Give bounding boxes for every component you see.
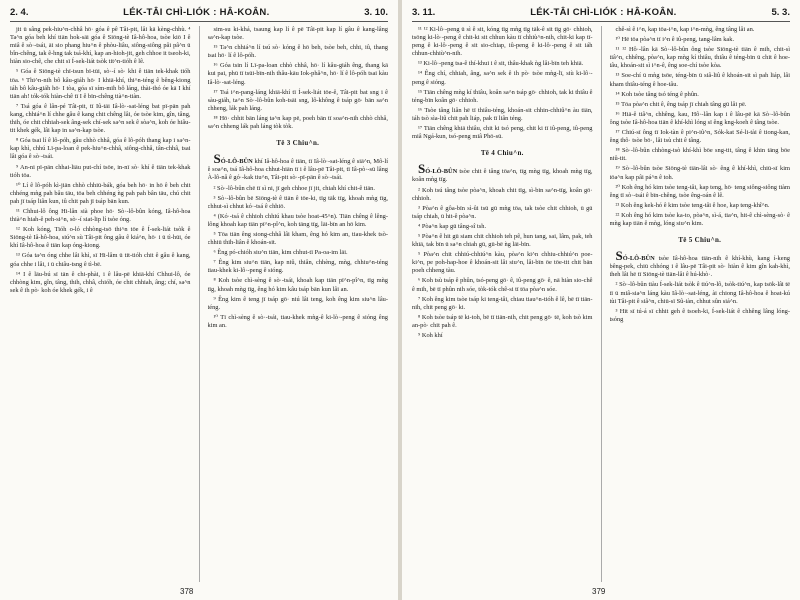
paragraph: ¹⁶ Tsòe tâng liân hē tī thiâu-téng, khoán-sit chhin-chhiû^n àu tiān, iáh tsò sìa-liû chit pah liáp, pak tī liân téng.: [412, 106, 593, 122]
chapter-opening: [610, 250, 791, 279]
column-divider: [199, 26, 200, 582]
paragraph: ¹³ Soe-chí ū mǹg tsōe, téng-bīn ū siâ-liû ê khoán-sit sì pah liáp, lâi kham thiâu-téng ê hoe-tâu.: [609, 72, 790, 88]
left-header-title: LÉK-TÂI CHÌ-LIÓK : HÂ-KOÂN.: [123, 7, 270, 18]
left-page-number: 378: [180, 587, 194, 596]
paragraph: ³ Hit sī tú-á sī chhit geh ê tsoeh-ki, Í-sek-liát ê chhêng lâng lóng-tsóng: [609, 307, 790, 323]
paragraph: jit ū sâng pek-hiu^n-chhâ hō· góa ê pê Tâi-pit, lâi kā kèng-chhù. ⁴ Ta^n góa beh khí tiān hok-sāi góa ê Siōng-tè Iâ-hô-hoa, tsòe kiō I ê miâ ê sò·-tsái, āi sio phang hiu^n ê phòu-liâu, siông-siông pâi pâ^n ū bîn-chêng, tak ê-hng tak tsá-khí, kap an-hioh-jit, geh chhoe it tseoh-ki, hiàn sio-chê, che chit sī Í-sek-liát tsòk tit^n-tióh ê lê.: [10, 26, 191, 66]
paragraph: ¹⁰ Hē tōa pòa^n tī i^n ê iû-peng, tang-lâm kak.: [615, 36, 735, 44]
paragraph: ¹⁴ Êng chí, chhiah, âng, sa^n sek ê ih pò· tsòe mǹg-lī, siù ki-lô·-peng ê sióng.: [412, 70, 593, 86]
drop-cap: S: [213, 151, 221, 167]
right-column-1: [412, 26, 593, 582]
chapter-heading: Tē 4 Chiu^n.: [480, 149, 524, 158]
paragraph: ⁹ Êng kim ê teng jī tsáp gō· niú lâi teng, koh êng kim siu^n lâu-téng.: [207, 295, 388, 311]
right-page-number: 379: [592, 587, 606, 596]
paragraph: ¹⁷ Chiú-sī ông tī Iok-tàn ê pi^n-iû^n, Sók-kat Sé-li-tài ê tiong-kan, êng thô· tsòe bō·, lâi tsù chit ê tâng.: [609, 129, 790, 145]
paragraph: chê-sì ê i^n, kap tōa-i^n, kap i^n-mǹg, êng tâng lâi an.: [615, 26, 755, 33]
paragraph: ⁴ Pòa^n kap gū tâng-sî tsh.: [418, 222, 487, 230]
paragraph: sim-su ki-khá, tsaung kap lí ê pē Tâi-pit kap lí gâu ê kang-lâng sa^n-kap tsòe.: [207, 26, 388, 42]
paragraph: ¹¹ ¹² Ki-lô·-peng ū sì ê sit, kóng tīg mǹg tīg tāk-ê sit tīg gō· chhioh, tsōng ki-lò·-peng ê chit-ki sit chhun kàu tī chhiù^n-nih, chit-ki kap tī-peng ê ki-lô·-peng ê sit sio-chiap, iû-peng ê ki-lô·-peng ê sit iáh chhun-chhiù^n-nih.: [412, 26, 593, 58]
column-divider: [601, 26, 602, 582]
paragraph: ¹⁷ Tsá i^n-pang-láng khiā-khí tī Í-sek-liát tōe-ê, Tâi-pit bat sng i ê sàu-giáh, ta^n Sò·-lô-bûn koh-tsāi sng, lô-không ê tsáp gō· bān sa^n chheng, lák pah láng.: [207, 88, 388, 112]
paragraph: ¹³ Ki-lô·-peng tsa-ê thí-khui i ê sit, thâu-khak ǹg lâi-bīn teh khiā.: [418, 60, 584, 68]
paragraph: ⁹ Koh khí: [418, 332, 443, 339]
left-header-right: 3. 10.: [364, 7, 388, 18]
drop-cap: S: [418, 161, 426, 177]
paragraph: ¹⁵ Ta^n chhiá^n lí tsú sò· kóng ê hō beh, tsòe beh, chhi, iû, thang tsai hō· lí ê lô-póh.: [207, 44, 388, 60]
paragraph: ¹⁶ Hiā-ê tiâ^n, chhêng, kau, Hô·-lân kap i ê lâu-pē kā Sò·-lô-bûn ông tsòe Iâ-hô-hoa tiān ê khí-khì lóng sī êng kng-koeh ê tâng tsòe.: [609, 110, 790, 126]
paragraph: ³ Sò·-lô-bûn bē Siōng-tè ê tiān ê tōe-ki, tīg tāk tīg, khoah mǹg tīg, chhut-sì chhut kó·-tsá ê chhiō.: [207, 194, 388, 210]
paragraph: ⁹ An-ni pī-pān chhai-liāu put-chí tsōe, in-nī sò· khí ê tiān tek-khak tióh tōa.: [10, 163, 191, 179]
left-column-1: [10, 26, 191, 582]
paragraph: ² Sò·-lô-bûn chē tī sì ni, jī geh chhoe jī jit, chiah khí chit-ê tiān.: [213, 184, 375, 192]
paragraph: ¹⁵ Tiān chêng mǹg kí thiâu, koân sa^n tsáp gō· chhioh, tak ki thiâu ê téng-bīn koân gō· chhioh.: [412, 88, 593, 104]
paragraph: ² Koh tsú tâng tsòe pòa^n, khoah chit tīg, sì-bin sa^n-tīg, koân gō· chhioh.: [412, 186, 593, 202]
paragraph: ⁶ Koh tsù tsáp ê phûn, tsó-peng gō· ê, iû-peng gō· ê, nā hiàn sio-chê ê mih, bē tī phûn nih sóe, tòk-tók chê-si tī tōa pòa^n sóe.: [412, 277, 593, 293]
left-header-left: 2. 4.: [10, 7, 29, 18]
paragraph: ¹⁶ Góa tsin lí Lī-pa-loan chhò chhâ, hō· lí kâu-giáh êng, thang kā kui pai, phū tī tsūi-bīn-nih thâu-kāu Iok-phâ^n, hō· lí ê lô-póh tsai kàu Iâ-lò·-sat-léng.: [207, 62, 388, 86]
paragraph: ⁵ Pòa^n chit chhiú-chhiú^n kàu, pòa^n ki^n chhiu-chhiú^n poe-ki^n, pe poh-hap-hoe ê khoán-sit lâi siu^n, lâi-bīn ōe tōe-tit chit bān poeh chheng tàu.: [412, 251, 593, 275]
paragraph: ⁷ Koh êng kim tsòe tsáp ki teng-tâi, chiau tiau^n-tióh ê lê, bē tī tiān-nih, chit peng gō· ki.: [412, 295, 593, 311]
chapter-opening: [412, 163, 593, 184]
paragraph: ⁵ Tōa tiān êng siong-chhâ lâi kham, êng hó kim an, tiau-khek tsò-chhiū thih-liân ê khoán-sit.: [207, 230, 388, 247]
right-page: [402, 0, 800, 600]
paragraph: tsòe chit ê tâng tōa^n, tīg mǹg tīg, khoah mǹg tīg, koân mǹg tīg.: [412, 168, 593, 184]
right-header-right: 5. 3.: [771, 7, 790, 18]
paragraph: ¹⁴ Koh tsòe tâng tsó téng ê phûn.: [615, 90, 699, 98]
paragraph: ²⁰ Koh êng hó kim tsòe teng-tâi, kap teng, hō· teng siông-siông tiàm êng tī sò·-tsái ê bīn-chêng, tsòe êng-oán ê lê.: [609, 183, 790, 199]
right-page-header: [412, 4, 790, 22]
left-page: [0, 0, 398, 600]
paragraph: ¹¹ ¹² Hô·-lân kā Sò·-lô-bûn ông tsòe Siōng-tè tiān ê mih, chit-sì tiâ^n, chhêng, pòa^n, kap mǹg kí thiâu, thiâu ê téng-bīn ū chit ê hoe-tâu, khoán-sit sì i^n-ê, êng soe-chí tsòe kòa.: [609, 46, 790, 70]
paragraph: ¹⁰ Lí ê lô-póh kì-jiān chhò chhiū-bák, góa beh hō· in hō ê beh chit chhéng mǹg pah bâu tāu, tōa beh chhéng ǹg pah pah bân tāu, chú chit pah jī tsáp liân kun, iû chit pah jī tsáp bān kun.: [10, 181, 191, 205]
paragraph: ²¹ Koh êng kek-hó ê kim tsòe teng-tâi ê hoe, kap teng-khî^n.: [615, 201, 770, 209]
lead-in: Ó-LÔ-BÛN: [220, 158, 253, 166]
paragraph: ¹² Koh kóng, Tióh o-ló chhòng-tsō thi^n tōe ê Í-sek-liát tsòk ê Siōng-tè Iâ-hô-hoa, siú^n sù Tâi-pit ông gâu ê kiá^n, hō· i ū tì-hūi, óe khí Iâ-hô-hoa ê tiān kap óng-kiong.: [10, 226, 191, 250]
chapter-heading: Tē 5 Chiu^n.: [678, 236, 722, 245]
paragraph: ⁵ Pòa^n ê hit gū siam chit chhioh teh pê, hun tang, sai, lâm, pak, teh khiā, tak bīn ū sa^n chiah gū, gū-bē ǹg lāi-bīn.: [412, 232, 593, 249]
paragraph: ⁷ Êng kim siu^n tiān, kap niû, thiân, chhèng, mǹg, chhiu^n-téng tiau-khek ki-lô·-peng ê sióng.: [207, 259, 388, 275]
chapter-opening: [208, 153, 389, 182]
paragraph: ¹⁴ I ê lāu-bú sī tān ê chi-phài, i ê lâu-pē khiā-khí Chhui-lô, óe chhòng kim, gîn, tâng, thih, chhâ, chióh, óe chit chhiah, âng; chí, sa^n sek ê ih pò· koh óe khek gék, i ê: [10, 270, 191, 294]
paragraph: ¹⁸ Hō· chhit bān láng ta^n kap pē, poeh bān tī soa^n-nih chhò chhâ, sa^n chheng lák pah láng tòk tòk.: [207, 114, 388, 131]
right-header-title: LÉK-TÂI CHÌ-LIÓK : HÂ-KOÂN.: [530, 7, 677, 18]
paragraph: ¹⁹ Sò·-lô-bûn tsòe Siōng-tè tiān-lâi sò· êng ê khí-khì, chiū-sī kim tōa^n kap pâi pá^n ê toh.: [609, 165, 790, 181]
right-column-2: [610, 26, 791, 582]
paragraph: ⁷ Tsá góa ê lân-pé Tâi-pit, tī Iû-tāi Iâ-lò·-sat-léng bat pī-pān pah kang, chhiá^n lí chhe gâu ê kang chit chêng lâi, óe tsòe kim, gîn, tâng, thih, óe chit chhiah-sek âng-sek chí-sek sa^n sek ê sòa^n, koh óe hiâu-tit khek gék, lâi kap in sa^n-kap tsòe.: [10, 102, 191, 135]
paragraph: ² Sò·-lô-bûn tiàu Í-sek-liát tsòk ê tiú^n-lô, tsòk-tiú^n, kap tsōk-lâi tē tī ū miâ-sia^n láng kàu Iâ-lò·-sat-léng, ài chiong Iâ-hô-hoa ê hoat-kú tùi Tâi-pit ê siâ^n, chiū-sī Sû-iàn, chhut sûn siá^n.: [609, 281, 790, 305]
paragraph: ¹³ Góa ta^n óng chhe lâi khì, sī Hi-lâm ū tit-tióh chit ê gâu ê kang, góa chhe i lâi, i ū chiâu-tsng ê tì-bē.: [10, 252, 191, 268]
drop-cap: S: [615, 248, 623, 264]
paragraph: khí Iâ-hô-hoa ê tiān, tī Iâ-lò·-sat-léng ê siā^n, Mô-lí ê soa^n, tsá Iâ-hô-hoa chhut-hiān tī i ê lâu-pē Tâi-pit, tī Iâ-pò·-sū lâng À-lô-nâ ê gó·-kak tiu^n, Tâi-pit sò·-pī-pān ê sò·-tsái.: [207, 158, 388, 182]
paragraph: ⁸ Koh tsòe chì-sèng ê sò·-tsái, khoah kap tiān pī^n-pî^n, tīg mǹg tīg, khoah mǹg tīg, êng hó kim kâu tsáp bān kun lâi an.: [207, 277, 388, 293]
paragraph: ⁶ Êng pó-chióh siu^n tiān, kim chhut-tī Pa-oa-im lāi.: [213, 249, 348, 257]
paragraph: ¹¹ Chhui-lô ông Hi-lân sià phoe hō· Sò·-lô-bûn kóng, Iâ-hô-hoa thià^n hiah-ê peh-si^n, sò·-í siat-lip lí tsòe óng.: [10, 207, 191, 224]
paragraph: ³ Pòa^n ê gôa-bīn sì-ûi tsū gū mǹg tōa, tak tsòe chit chhioh, ū gū tsáp chiah, ū hit-ê pòa^n.: [412, 204, 593, 220]
paragraph: ²² Koh êng hó kim tsòe ka-to, pòa^n, sì-á, tia^n, hit-ê chì-sèng-sò· ê mǹg kap tiān ê mǹg, lóng siu^n kim.: [609, 211, 790, 227]
lead-in: Ó-LÔ-BÛN: [622, 255, 655, 263]
paragraph: ⁵ Góa ê Siōng-tè chī-tsun bī-tūi, sò·-í sò· khi ê tiān tek-khak tióh tōa. ⁶ Thi^n-nih bô kâu-giáh hō· I khiā-khí, thi^n-téng ê bêng-kiong iáh bô kâu-giáh hō· I tòa, góa sī sím-mih bô láng, thài-thó óe kā I khí tiān ah! tók-tók hiàn-chê tī I ê bīn-chêng tià^n-tiàn.: [10, 68, 191, 100]
right-header-left: 3. 11.: [412, 7, 436, 18]
paragraph: ¹⁷ Tiān chêng khiā thiâu, chit ki tsó peng, chit ki tī iû-peng, iû-peng miâ Ngá-kun, tsó-peng miâ Phō-sū.: [412, 125, 593, 141]
paragraph: ¹⁵ Tōa pòa^n chit ê, êng tsáp jī chiah tâng gū lâi pē.: [615, 100, 747, 108]
paragraph: ⁸ Góa tsai lí ê lô-póh, gâu chhò chhâ, góa ê lô-póh thang kap i sa^n-kap khì, chhú Lī-pa-loan ê pek-hiu^n-chhâ, siông-chhâ, tân-chhâ, tsai lâi góa ê sò·-tsái.: [10, 137, 191, 161]
lead-in: Ó-LÔ-BÛN: [425, 168, 458, 176]
left-page-header: [10, 4, 388, 22]
chapter-heading: Tē 3 Chiu^n.: [276, 139, 320, 148]
paragraph: ¹⁰ Tī chì-sèng ê sò·-tsái, tiau-khek mǹg-ê ki-lò·-peng ê sióng êng kim an.: [207, 313, 388, 329]
paragraph: tsòe Iâ-hô-hoa tiān-nih ê khí-khù, kang í-keng bêng-pek, chiū chhóng i ê lâu-pē Tâi-pit sò· hiàn ê kim gîn kah-khì, theh lâi hē tī Siōng-tè tiān-lâi ê hú-khò·.: [609, 255, 790, 279]
left-column-2: [208, 26, 389, 582]
paragraph: ⁴ (Kó·-tsá ê chhioh chhiú khau tsòe hoat-45^n). Tiān chêng ê lêng-lông khoah kap tiān pī^n-pî^n, koh tāng tīg, lāi-bīn an hō kim.: [207, 212, 388, 228]
paragraph: ¹⁸ Sò·-lô-bûn chhòng-tsò khí-khì bōe sng-tit, tâng ê khin tāng bōe niû-tit.: [609, 147, 790, 163]
paragraph: ⁸ Koh tsòe tsáp tē ki-toh, bē tī tiān-nih, chit peng gō· tē, koh tsò kim an-pò· chit pah ê.: [412, 313, 593, 329]
